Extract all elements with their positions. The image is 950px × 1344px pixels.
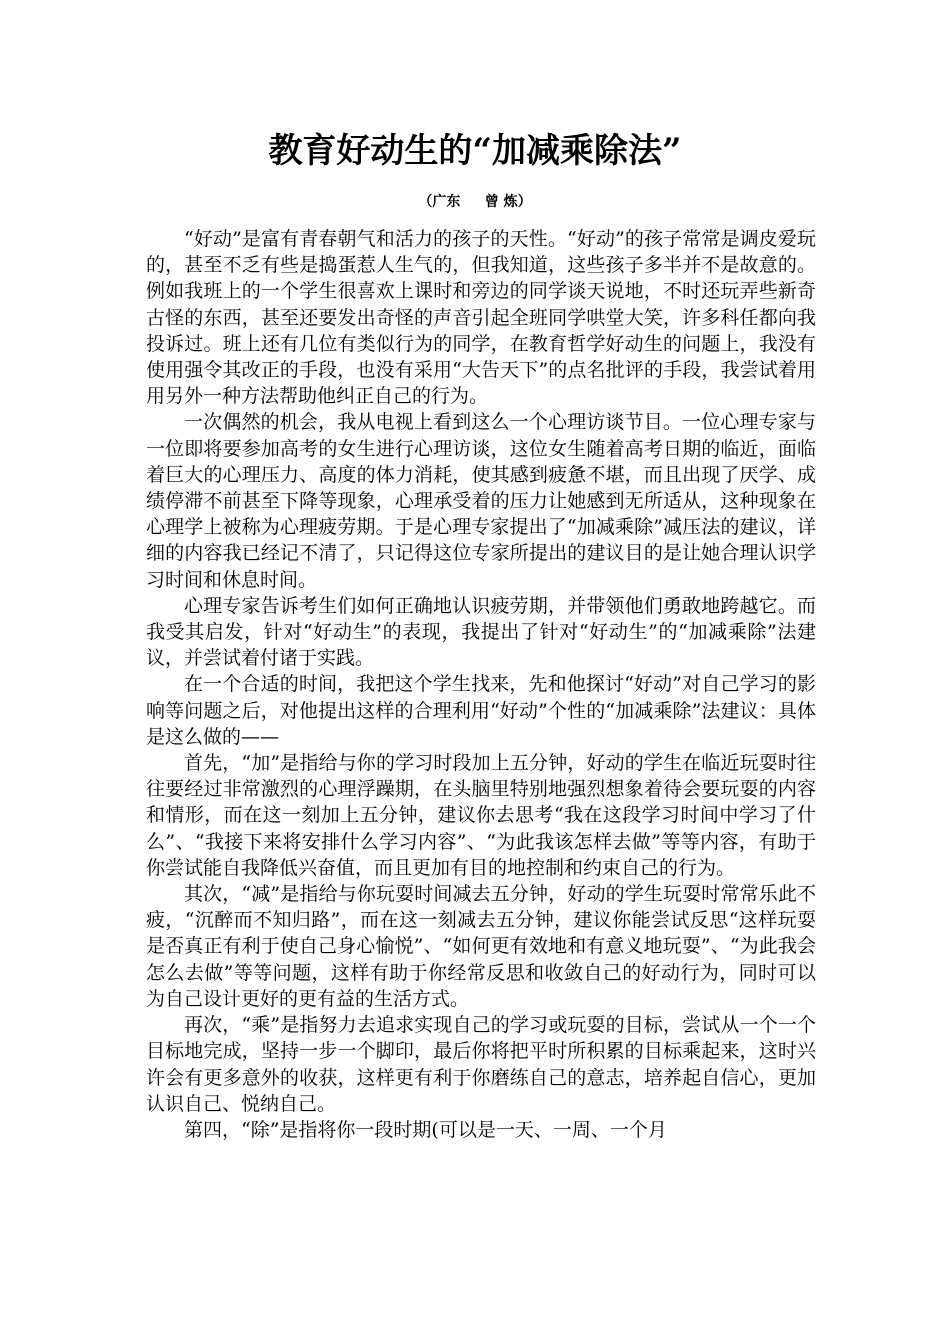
document-title: 教育好动生的“加减乘除法” xyxy=(268,131,682,171)
paragraph-8: 第四，“除”是指将你一段时期(可以是一天、一周、一个月 xyxy=(184,1118,667,1141)
author-byline: （广东 曾 炼） xyxy=(418,194,532,210)
paragraph-5: 首先，“加”是指给与你的学习时段加上五分钟，好动的学生在临近玩耍时往往要经过非常激烈的心理浮躁期，在头脑里特别地强烈想象着待会要玩耍的内容和情形，而在这一刻加上五分钟，建议你去思考“我在这段学习时间中学习了什么”、“我接下来将安排什么学习内容”、“为此我该怎样去做”等等内容，有助于你尝试能自我降低兴奋值，而且更加有目的地控制和约束自己的行为。 xyxy=(146,752,816,879)
paragraph-1: “好动”是富有青春朝气和活力的孩子的天性。“好动”的孩子常常是调皮爱玩的，甚至不乏有些是捣蛋惹人生气的，但我知道，这些孩子多半并不是故意的。例如我班上的一个学生很喜欢上课时和旁边的同学谈天说地，不时还玩弄些新奇古怪的东西，甚至还要发出奇怪的声音引起全班同学哄堂大笑，许多科任都向我投诉过。班上还有几位有类似行为的同学，在教育哲学好动生的问题上，我没有使用强令其改正的手段，也没有采用“大告天下”的点名批评的手段，我尝试着用用另外一种方法帮助他纠正自己的行为。 xyxy=(146,228,816,408)
paragraph-2: 一次偶然的机会，我从电视上看到这么一个心理访谈节目。一位心理专家与一位即将要参加高考的女生进行心理访谈，这位女生随着高考日期的临近，面临着巨大的心理压力、高度的体力消耗，使其感到疲惫不堪，而且出现了厌学、成绩停滞不前甚至下降等现象，心理承受着的压力让她感到无所适从，这种现象在心理学上被称为心理疲劳期。于是心理专家提出了“加减乘除”减压法的建议，详细的内容我已经记不清了，只记得这位专家所提出的建议目的是让她合理认识学习时间和休息时间。 xyxy=(146,411,816,591)
document-body xyxy=(146,226,816,1143)
paragraph-7: 再次，“乘”是指努力去追求实现自己的学习或玩耍的目标，尝试从一个一个目标地完成，坚持一步一个脚印，最后你将把平时所积累的目标乘起来，这时兴许会有更多意外的收获，这样更有利于你磨练自己的意志，培养起自信心，更加认识自己、悦纳自己。 xyxy=(146,1014,816,1115)
paragraph-4: 在一个合适的时间，我把这个学生找来，先和他探讨“好动”对自己学习的影响等问题之后，对他提出这样的合理利用“好动”个性的“加减乘除”法建议：具体是这么做的—— xyxy=(146,673,816,748)
paragraph-6: 其次，“减”是指给与你玩耍时间减去五分钟，好动的学生玩耍时常常乐此不疲，“沉醉而不知归路”，而在这一刻减去五分钟，建议你能尝试反思“这样玩耍是否真正有利于使自己身心愉悦”、“如何更有效地和有意义地玩耍”、“为此我会怎么去做”等等问题，这样有助于你经常反思和收敛自己的好动行为，同时可以为自己设计更好的更有益的生活方式。 xyxy=(146,883,816,1010)
paragraph-3: 心理专家告诉考生们如何正确地认识疲劳期，并带领他们勇敢地跨越它。而我受其启发，针对“好动生”的表现，我提出了针对“好动生”的“加减乘除”法建议，并尝试着付诸于实践。 xyxy=(146,594,816,670)
